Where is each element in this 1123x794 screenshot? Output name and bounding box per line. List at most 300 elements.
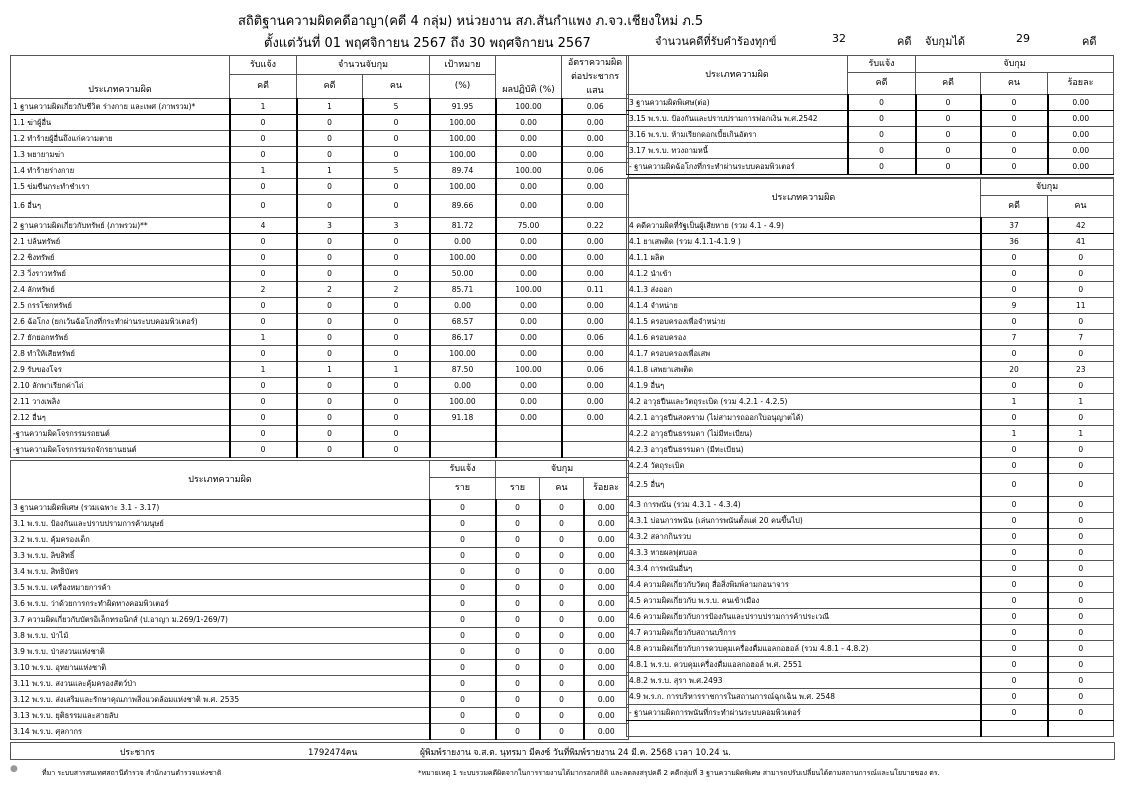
cell-cases: 0 xyxy=(981,641,1048,657)
cell-result: 100.00 xyxy=(496,362,562,378)
cell-cases: 0 xyxy=(496,708,540,724)
cell-cases: 0 xyxy=(981,266,1048,282)
header-arrest-persons: คน xyxy=(1048,196,1114,218)
cell-label: 4.3.4 การพนันอื่นๆ xyxy=(627,561,981,577)
cell-label: 4.2.5 อื่นๆ xyxy=(627,474,981,497)
cell-cases: 0 xyxy=(981,282,1048,298)
pin-icon: ● xyxy=(10,764,18,774)
table-row xyxy=(11,282,629,298)
cell-persons: 0 xyxy=(1048,282,1114,298)
cell-cases: 0 xyxy=(916,95,981,111)
cell-persons: 0 xyxy=(1048,689,1114,705)
cell-persons: 0 xyxy=(1048,513,1114,529)
cell-persons: 0 xyxy=(1048,314,1114,330)
cell-persons: 0 xyxy=(363,410,430,426)
cell-reported: 0 xyxy=(848,127,916,143)
cell-result: 0.00 xyxy=(496,147,562,163)
cell-persons: 0 xyxy=(363,147,430,163)
cell-rate: 0.00 xyxy=(562,314,629,330)
table-row xyxy=(627,561,1114,577)
crime-stats-table-sections-1-2 xyxy=(10,55,629,458)
table-row xyxy=(627,497,1114,513)
cell-persons: 0 xyxy=(363,298,430,314)
cell-label: 3.17 พ.ร.บ. ทวงถามหนี้ xyxy=(627,143,848,159)
cell-rate: 0.06 xyxy=(562,330,629,346)
cell-label: 4.1.1 ผลิต xyxy=(627,250,981,266)
cell-persons: 0 xyxy=(540,548,584,564)
cell-persons: 0 xyxy=(363,314,430,330)
cell-persons: 0 xyxy=(363,394,430,410)
table-row xyxy=(11,500,629,516)
table-row xyxy=(11,724,629,740)
cell-reported: 0 xyxy=(430,500,496,516)
cell-persons: 0 xyxy=(1048,593,1114,609)
cell-reported: 1 xyxy=(230,99,297,115)
cell-target: 100.00 xyxy=(430,115,496,131)
cell-label: 4.5 ความผิดเกี่ยวกับ พ.ร.บ. คนเข้าเมือง xyxy=(627,593,981,609)
cell-rate: 0.00 xyxy=(562,378,629,394)
cell-target: 89.66 xyxy=(430,195,496,218)
cell-cases: 9 xyxy=(981,298,1048,314)
cell-rate: 0.06 xyxy=(562,99,629,115)
cell-cases: 0 xyxy=(981,346,1048,362)
cell-reported: 0 xyxy=(848,143,916,159)
cell-label: 3.9 พ.ร.บ. ป่าสงวนแห่งชาติ xyxy=(11,644,430,660)
cell-label: 3.15 พ.ร.บ. ป้องกันและปราบปรามการฟอกเงิน พ.ศ.2542 xyxy=(627,111,848,127)
cell-cases: 0 xyxy=(981,609,1048,625)
cell-label: 4.1.4 จำหน่าย xyxy=(627,298,981,314)
table-row xyxy=(627,266,1114,282)
header-target: เป้าหมาย xyxy=(430,56,496,75)
cell-cases: 36 xyxy=(981,234,1048,250)
cell-label: -ฐานความผิดโจรกรรมรถจักรยานยนต์ xyxy=(11,442,230,458)
header-arrest-pct: ร้อยละ xyxy=(584,478,629,500)
table-row xyxy=(11,362,629,378)
cell-cases: 0 xyxy=(297,115,363,131)
cell-pct: 0.00 xyxy=(1048,143,1114,159)
cell-reported: 0 xyxy=(430,676,496,692)
cell-persons: 41 xyxy=(1048,234,1114,250)
table-row xyxy=(627,378,1114,394)
cell-cases: 0 xyxy=(981,545,1048,561)
table-row xyxy=(627,689,1114,705)
cell-reported: 0 xyxy=(430,644,496,660)
cell-label: -ฐานความผิดโจรกรรมรถยนต์ xyxy=(11,426,230,442)
cell-cases: 0 xyxy=(297,298,363,314)
cell-persons: 0 xyxy=(540,628,584,644)
cell-target xyxy=(430,426,496,442)
header-arrest-cases: คดี xyxy=(916,73,981,95)
cell-cases: 7 xyxy=(981,330,1048,346)
header-arrest: จับกุม xyxy=(981,179,1114,196)
cell-label: 3 ฐานความผิดพิเศษ (รวมเฉพาะ 3.1 - 3.17) xyxy=(11,500,430,516)
cell-cases: 0 xyxy=(496,596,540,612)
header-arrest-cases: คดี xyxy=(297,74,363,98)
cell-cases: 0 xyxy=(496,548,540,564)
table-row xyxy=(627,458,1114,474)
cell-persons: 0 xyxy=(1048,497,1114,513)
cell-cases: 0 xyxy=(916,127,981,143)
cell-rate: 0.11 xyxy=(562,282,629,298)
cell-label: 1.5 ข่มขืนกระทำชำเรา xyxy=(11,179,230,195)
table-row xyxy=(627,657,1114,673)
cell-label: 3.1 พ.ร.บ. ป้องกันและปราบปรามการค้ามนุษย์ xyxy=(11,516,430,532)
cell-label: 4.6 ความผิดเกี่ยวกับการป้องกันและปราบปรามการค้าประเวณี xyxy=(627,609,981,625)
table-row xyxy=(11,163,629,179)
cell-reported: 2 xyxy=(230,282,297,298)
cell-cases: 0 xyxy=(297,250,363,266)
header-arrest-count: ราย xyxy=(496,478,540,500)
cell-label: 3.3 พ.ร.บ. ลิขสิทธิ์ xyxy=(11,548,430,564)
cell-persons: 0 xyxy=(540,516,584,532)
report-title: สถิติฐานความผิดคดีอาญา(คดี 4 กลุ่ม) หน่วยงาน สภ.สันกำแพง ภ.จว.เชียงใหม่ ภ.5 xyxy=(238,14,704,29)
cell-persons: 0 xyxy=(363,330,430,346)
table-row xyxy=(11,644,629,660)
header-crime-type: ประเภทความผิด xyxy=(627,179,981,218)
cell-persons: 42 xyxy=(1048,218,1114,234)
table-row xyxy=(11,548,629,564)
table-row xyxy=(627,609,1114,625)
cell-result xyxy=(496,442,562,458)
cell-label: 1 ฐานความผิดเกี่ยวกับชีวิต ร่างกาย และเพศ (ภาพรวม)* xyxy=(11,99,230,115)
table-row xyxy=(11,99,629,115)
table-row xyxy=(11,179,629,195)
cell-result: 0.00 xyxy=(496,346,562,362)
cell-label: 3.5 พ.ร.บ. เครื่องหมายการค้า xyxy=(11,580,430,596)
header-reported: รับแจ้ง xyxy=(230,56,297,75)
cell-result: 0.00 xyxy=(496,195,562,218)
cell-reported: 0 xyxy=(230,410,297,426)
header-arrest-persons: คน xyxy=(540,478,584,500)
cell-result: 0.00 xyxy=(496,298,562,314)
cell-cases: 0 xyxy=(916,111,981,127)
table-row xyxy=(11,195,629,218)
table-row xyxy=(11,580,629,596)
table-row xyxy=(627,159,1114,175)
cell-cases: 0 xyxy=(496,500,540,516)
cell-result: 0.00 xyxy=(496,394,562,410)
cell-persons: 0 xyxy=(1048,410,1114,426)
cell-cases: 0 xyxy=(496,692,540,708)
cell-reported: 0 xyxy=(848,111,916,127)
cell-cases: 0 xyxy=(297,195,363,218)
cell-reported: 0 xyxy=(230,314,297,330)
cell-label: 3.7 ความผิดเกี่ยวกับบัตรอิเล็กทรอนิกส์ (ป.อาญา ม.269/1-269/7) xyxy=(11,612,430,628)
cell-cases: 0 xyxy=(916,159,981,175)
table-row xyxy=(627,410,1114,426)
cell-cases: 0 xyxy=(981,689,1048,705)
cell-persons: 0 xyxy=(1048,577,1114,593)
cell-persons: 0 xyxy=(540,692,584,708)
cell-persons: 0 xyxy=(981,95,1048,111)
cell-cases: 0 xyxy=(981,458,1048,474)
header-reported: รับแจ้ง xyxy=(848,56,916,73)
cell-pct: 0.00 xyxy=(584,692,629,708)
cell-cases: 20 xyxy=(981,362,1048,378)
cell-persons: 0 xyxy=(540,532,584,548)
cell-pct: 0.00 xyxy=(584,532,629,548)
cell-cases: 0 xyxy=(496,612,540,628)
cell-label: 2.11 วางเพลิง xyxy=(11,394,230,410)
cell-pct: 0.00 xyxy=(584,612,629,628)
cell-reported: 0 xyxy=(430,516,496,532)
cell-pct: 0.00 xyxy=(1048,127,1114,143)
cell-persons xyxy=(1048,721,1114,737)
cell-persons: 0 xyxy=(363,250,430,266)
cell-reported: 0 xyxy=(848,95,916,111)
cell-cases: 0 xyxy=(981,410,1048,426)
cell-label: 4.1.5 ครอบครองเพื่อจำหน่าย xyxy=(627,314,981,330)
cell-rate: 0.00 xyxy=(562,179,629,195)
table-row xyxy=(11,410,629,426)
cell-target: 50.00 xyxy=(430,266,496,282)
cell-reported: 0 xyxy=(230,298,297,314)
cell-reported: 0 xyxy=(230,147,297,163)
data-source: ที่มา ระบบสารสนเทศสถานีตำรวจ สำนักงานตำรวจแห่งชาติ xyxy=(42,769,222,777)
table-row xyxy=(11,442,629,458)
table-row xyxy=(627,346,1114,362)
header-arrest-persons: คน xyxy=(363,74,430,98)
table-row xyxy=(11,660,629,676)
cell-label: 1.6 อื่นๆ xyxy=(11,195,230,218)
cell-target: 91.95 xyxy=(430,99,496,115)
cell-label: 4.1.3 ส่งออก xyxy=(627,282,981,298)
cell-cases: 0 xyxy=(496,660,540,676)
cell-persons: 0 xyxy=(540,708,584,724)
cell-persons: 0 xyxy=(540,660,584,676)
table-row xyxy=(11,298,629,314)
table-row xyxy=(11,314,629,330)
header-arrest: จับกุม xyxy=(496,461,629,478)
cell-target: 100.00 xyxy=(430,179,496,195)
cell-label: 2.5 กรรโชกทรัพย์ xyxy=(11,298,230,314)
cell-reported: 0 xyxy=(430,532,496,548)
table-row xyxy=(11,131,629,147)
cell-rate xyxy=(562,442,629,458)
arrested-label: จับกุมได้ xyxy=(925,35,966,48)
cell-reported: 0 xyxy=(230,179,297,195)
table-row xyxy=(11,330,629,346)
cell-cases: 0 xyxy=(496,676,540,692)
cell-label: 3.12 พ.ร.บ. ส่งเสริมและรักษาคุณภาพสิ่งแวดล้อมแห่งชาติ พ.ศ. 2535 xyxy=(11,692,430,708)
cell-pct: 0.00 xyxy=(584,660,629,676)
cell-label: 4.2.4 วัตถุระเบิด xyxy=(627,458,981,474)
cell-label: 4.2.1 อาวุธปืนสงคราม (ไม่สามารถออกใบอนุญาตได้) xyxy=(627,410,981,426)
cell-persons: 0 xyxy=(540,596,584,612)
cell-label: 2.12 อื่นๆ xyxy=(11,410,230,426)
cell-target: 86.17 xyxy=(430,330,496,346)
cell-reported: 0 xyxy=(230,394,297,410)
cell-reported: 0 xyxy=(430,660,496,676)
cell-persons: 0 xyxy=(1048,378,1114,394)
cell-reported: 0 xyxy=(430,628,496,644)
cell-result: 100.00 xyxy=(496,282,562,298)
cell-target: 0.00 xyxy=(430,378,496,394)
cell-label: 4.1.7 ครอบครองเพื่อเสพ xyxy=(627,346,981,362)
cell-label: 4.1.2 นำเข้า xyxy=(627,266,981,282)
total-reported-unit: คดี xyxy=(897,35,912,48)
cell-rate: 0.00 xyxy=(562,266,629,282)
table-row xyxy=(627,593,1114,609)
cell-cases: 0 xyxy=(981,561,1048,577)
cell-target: 100.00 xyxy=(430,250,496,266)
cell-reported: 0 xyxy=(430,580,496,596)
crime-stats-table-section-3-continued xyxy=(626,55,1114,178)
cell-pct: 0.00 xyxy=(584,724,629,740)
table-row xyxy=(11,708,629,724)
cell-rate: 0.00 xyxy=(562,115,629,131)
cell-persons: 0 xyxy=(540,564,584,580)
cell-persons: 0 xyxy=(981,143,1048,159)
population-label: ประชากร xyxy=(120,748,155,758)
header-reported: รับแจ้ง xyxy=(430,461,496,478)
cell-persons: 0 xyxy=(1048,346,1114,362)
cell-label: 3 ฐานความผิดพิเศษ(ต่อ) xyxy=(627,95,848,111)
cell-label: 4.1.8 เสพยาเสพติด xyxy=(627,362,981,378)
cell-persons: 0 xyxy=(363,378,430,394)
cell-result: 0.00 xyxy=(496,266,562,282)
cell-label: 1.2 ทำร้ายผู้อื่นถึงแก่ความตาย xyxy=(11,131,230,147)
cell-label: 4.2.2 อาวุธปืนธรรมดา (ไม่มีทะเบียน) xyxy=(627,426,981,442)
cell-label: 3.10 พ.ร.บ. อุทยานแห่งชาติ xyxy=(11,660,430,676)
cell-cases: 0 xyxy=(496,724,540,740)
cell-rate: 0.06 xyxy=(562,163,629,179)
table-row xyxy=(627,234,1114,250)
cell-cases: 0 xyxy=(496,644,540,660)
cell-target: 81.72 xyxy=(430,218,496,234)
cell-cases: 0 xyxy=(981,529,1048,545)
cell-persons: 11 xyxy=(1048,298,1114,314)
cell-target: 68.57 xyxy=(430,314,496,330)
cell-result: 0.00 xyxy=(496,250,562,266)
table-row xyxy=(11,115,629,131)
cell-persons: 0 xyxy=(1048,529,1114,545)
cell-persons: 0 xyxy=(363,115,430,131)
cell-persons: 0 xyxy=(540,676,584,692)
cell-persons: 0 xyxy=(1048,442,1114,458)
cell-cases: 0 xyxy=(297,394,363,410)
cell-label: 2.6 ฉ้อโกง (ยกเว้นฉ้อโกงที่กระทำผ่านระบบคอมพิวเตอร์) xyxy=(11,314,230,330)
header-target-pct: (%) xyxy=(430,74,496,98)
cell-cases: 0 xyxy=(297,410,363,426)
cell-rate: 0.06 xyxy=(562,362,629,378)
cell-cases: 1 xyxy=(981,426,1048,442)
cell-reported: 1 xyxy=(230,362,297,378)
cell-cases: 1 xyxy=(297,362,363,378)
cell-persons: 0 xyxy=(981,111,1048,127)
cell-persons: 3 xyxy=(363,218,430,234)
cell-persons: 0 xyxy=(363,442,430,458)
cell-label: 3.11 พ.ร.บ. สงวนและคุ้มครองสัตว์ป่า xyxy=(11,676,430,692)
cell-cases: 0 xyxy=(981,625,1048,641)
table-row xyxy=(11,596,629,612)
table-row xyxy=(11,516,629,532)
cell-result: 0.00 xyxy=(496,378,562,394)
arrested-value: 29 xyxy=(1016,32,1030,45)
table-row xyxy=(11,218,629,234)
cell-persons: 1 xyxy=(1048,426,1114,442)
cell-cases: 0 xyxy=(496,628,540,644)
cell-cases: 3 xyxy=(297,218,363,234)
cell-cases: 0 xyxy=(297,378,363,394)
cell-label: 4.1 ยาเสพติด (รวม 4.1.1-4.1.9 ) xyxy=(627,234,981,250)
cell-target: 100.00 xyxy=(430,346,496,362)
cell-persons: 0 xyxy=(1048,266,1114,282)
cell-label: 2.10 ลักพาเรียกค่าไถ่ xyxy=(11,378,230,394)
cell-target: 91.18 xyxy=(430,410,496,426)
header-crime-type: ประเภทความผิด xyxy=(11,56,230,99)
cell-persons: 0 xyxy=(363,266,430,282)
cell-label xyxy=(627,721,981,737)
header-arrest-count: จำนวนจับกุม xyxy=(297,56,430,75)
cell-persons: 5 xyxy=(363,99,430,115)
cell-persons: 0 xyxy=(1048,673,1114,689)
cell-label: - ฐานความผิดการพนันที่กระทำผ่านระบบคอมพิวเตอร์ xyxy=(627,705,981,721)
cell-label: 3.14 พ.ร.บ. ศุลกากร xyxy=(11,724,430,740)
cell-cases: 0 xyxy=(297,314,363,330)
cell-reported: 0 xyxy=(230,442,297,458)
cell-persons: 0 xyxy=(1048,657,1114,673)
cell-label: 2.1 ปล้นทรัพย์ xyxy=(11,234,230,250)
cell-label: 4.3.1 บ่อนการพนัน (เล่นการพนันตั้งแต่ 20 คนขึ้นไป) xyxy=(627,513,981,529)
cell-label: 4.8 ความผิดเกี่ยวกับการควบคุมเครื่องดื่มแอลกอฮอล์ (รวม 4.8.1 - 4.8.2) xyxy=(627,641,981,657)
cell-reported: 0 xyxy=(230,346,297,362)
cell-label: 4.9 พ.ร.ก. การบริหารราชการในสถานการณ์ฉุกเฉิน พ.ศ. 2548 xyxy=(627,689,981,705)
cell-persons: 2 xyxy=(363,282,430,298)
cell-pct: 0.00 xyxy=(584,644,629,660)
header-crime-type: ประเภทความผิด xyxy=(11,461,430,500)
cell-cases: 0 xyxy=(297,234,363,250)
table-row xyxy=(627,545,1114,561)
crime-stats-table-section-3 xyxy=(10,460,629,740)
cell-persons: 0 xyxy=(1048,545,1114,561)
cell-target: 0.00 xyxy=(430,298,496,314)
cell-rate: 0.00 xyxy=(562,250,629,266)
cell-result: 100.00 xyxy=(496,163,562,179)
report-period: ตั้งแต่วันที่ 01 พฤศจิกายน 2567 ถึง 30 พฤศจิกายน 2567 xyxy=(264,36,591,51)
cell-cases: 0 xyxy=(297,266,363,282)
cell-label: 4.4 ความผิดเกี่ยวกับวัตถุ สื่อสิ่งพิมพ์ลามกอนาจาร xyxy=(627,577,981,593)
cell-label: 2.8 ทำให้เสียทรัพย์ xyxy=(11,346,230,362)
cell-cases: 0 xyxy=(981,378,1048,394)
total-reported-label: จำนวนคดีที่รับคำร้องทุกข์ xyxy=(655,35,777,48)
cell-label: 4.8.2 พ.ร.บ. สุรา พ.ศ.2493 xyxy=(627,673,981,689)
cell-persons: 0 xyxy=(981,127,1048,143)
table-row xyxy=(627,641,1114,657)
table-row xyxy=(627,111,1114,127)
header-arrest-persons: คน xyxy=(981,73,1048,95)
cell-target: 100.00 xyxy=(430,147,496,163)
cell-pct: 0.00 xyxy=(1048,159,1114,175)
cell-persons: 0 xyxy=(1048,625,1114,641)
header-reported-cases: คดี xyxy=(848,73,916,95)
cell-reported: 1 xyxy=(230,163,297,179)
cell-result: 0.00 xyxy=(496,410,562,426)
header-arrest: จับกุม xyxy=(916,56,1114,73)
cell-reported: 0 xyxy=(230,378,297,394)
cell-reported: 0 xyxy=(230,266,297,282)
cell-persons: 5 xyxy=(363,163,430,179)
cell-rate: 0.00 xyxy=(562,131,629,147)
cell-reported: 0 xyxy=(430,564,496,580)
cell-label: 4.3.2 สลากกินรวบ xyxy=(627,529,981,545)
cell-reported: 1 xyxy=(230,330,297,346)
cell-reported: 0 xyxy=(430,708,496,724)
cell-pct: 0.00 xyxy=(584,676,629,692)
cell-target xyxy=(430,442,496,458)
cell-cases: 0 xyxy=(981,593,1048,609)
cell-rate: 0.00 xyxy=(562,394,629,410)
